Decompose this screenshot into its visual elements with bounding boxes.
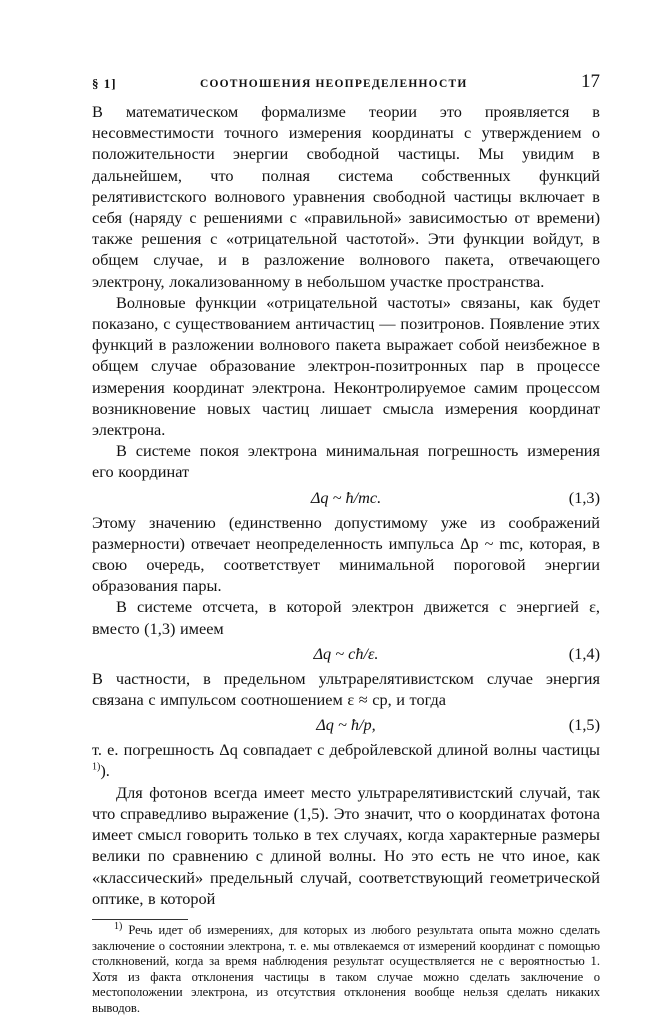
footnote-text: Речь идет об измерениях, для которых из любого результата опыта можно сделать заключение о состоянии электрона, т. е. мы отвлекаемся от измерений координат с помощью столкновений, когда за время наблюдения результат осуществляется не с вероятностью 1. Хотя из факта отклонения частицы в таком случае можно сделать заключение о местоположении электрона, из отсутствия отклонения вообще нельзя сделать никаких выводов. [92, 922, 600, 1015]
footnote-marker: 1) [114, 920, 123, 932]
section-marker: § 1] [92, 76, 117, 91]
equation-expression: Δq ~ ħ/p, [316, 715, 376, 735]
equation-1-3 [92, 483, 600, 512]
equation-number: (1,4) [568, 643, 600, 663]
paragraph-4: Этому значению (единственно допустимому уже из соображений размерности) отвечает неопределенность импульса Δp ~ mc, которая, в свою очередь, соответствует минимальной пороговой энергии образования пары. [92, 512, 600, 596]
equation-number: (1,5) [568, 715, 600, 735]
paragraph-5: В системе отсчета, в которой электрон движется с энергией ε, вместо (1,3) имеем [92, 597, 600, 638]
footnote [92, 920, 600, 1016]
paragraph-6: В частности, в предельном ультрарелятивистском случае энергия связана с импульсом соотношением ε ≈ cp, и тогда [92, 668, 600, 710]
equation-1-5 [92, 710, 600, 739]
page-number: 17 [581, 71, 600, 92]
equation-1-4 [92, 639, 600, 668]
paragraph-7 [92, 739, 600, 781]
footnote-divider [92, 919, 188, 920]
footnote-reference: 1) [92, 762, 101, 774]
paragraph-7-end: ). [100, 761, 110, 781]
paragraph-1: В математическом формализме теории это проявляется в несовместимости точного измерения координаты с утверждением о положительности энергии свободной частицы. Мы увидим в дальнейшем, что полная система собственных функций релятивистского волнового уравнения свободной частицы включает в себя (наряду с решениями с «правильной» зависимостью от времени) также решения с «отрицательной частотой». Эти функции войдут, в общем случае, и в разложение волнового пакета, отвечающего электрону, локализованному в небольшом участке пространства. [92, 102, 600, 291]
paragraph-7-text: т. е. погрешность Δq совпадает с дебройлевской длиной волны частицы [92, 740, 600, 760]
book-page [92, 72, 600, 1016]
paragraph-2: Волновые функции «отрицательной частоты» связаны, как будет показано, с существованием античастиц — позитронов. Появление этих функций в разложении волнового пакета выражает собой неизбежное в общем случае образование электрон-позитронных пар в процессе измерения координат электрона. Неконтролируемое самим процессом возникновение новых частиц лишает смысла измерения координат электрона. [92, 292, 600, 440]
equation-number: (1,3) [568, 487, 600, 507]
running-title: СООТНОШЕНИЯ НЕОПРЕДЕЛЕННОСТИ [200, 78, 468, 90]
equation-expression: Δq ~ cħ/ε. [313, 643, 379, 663]
main-text [92, 101, 600, 909]
running-header [92, 72, 600, 100]
equation-expression: Δq ~ ħ/mc. [310, 487, 382, 507]
paragraph-8: Для фотонов всегда имеет место ультрарелятивистский случай, так что справедливо выражение (1,5). Это значит, что о координатах фотона имеет смысл говорить только в тех случаях, когда характерные размеры велики по сравнению с длиной волны. Но это есть не что иное, как «классический» предельный случай, соответствующий геометрической оптике, в которой [92, 782, 600, 908]
paragraph-3: В системе покоя электрона минимальная погрешность измерения его координат [92, 441, 600, 482]
